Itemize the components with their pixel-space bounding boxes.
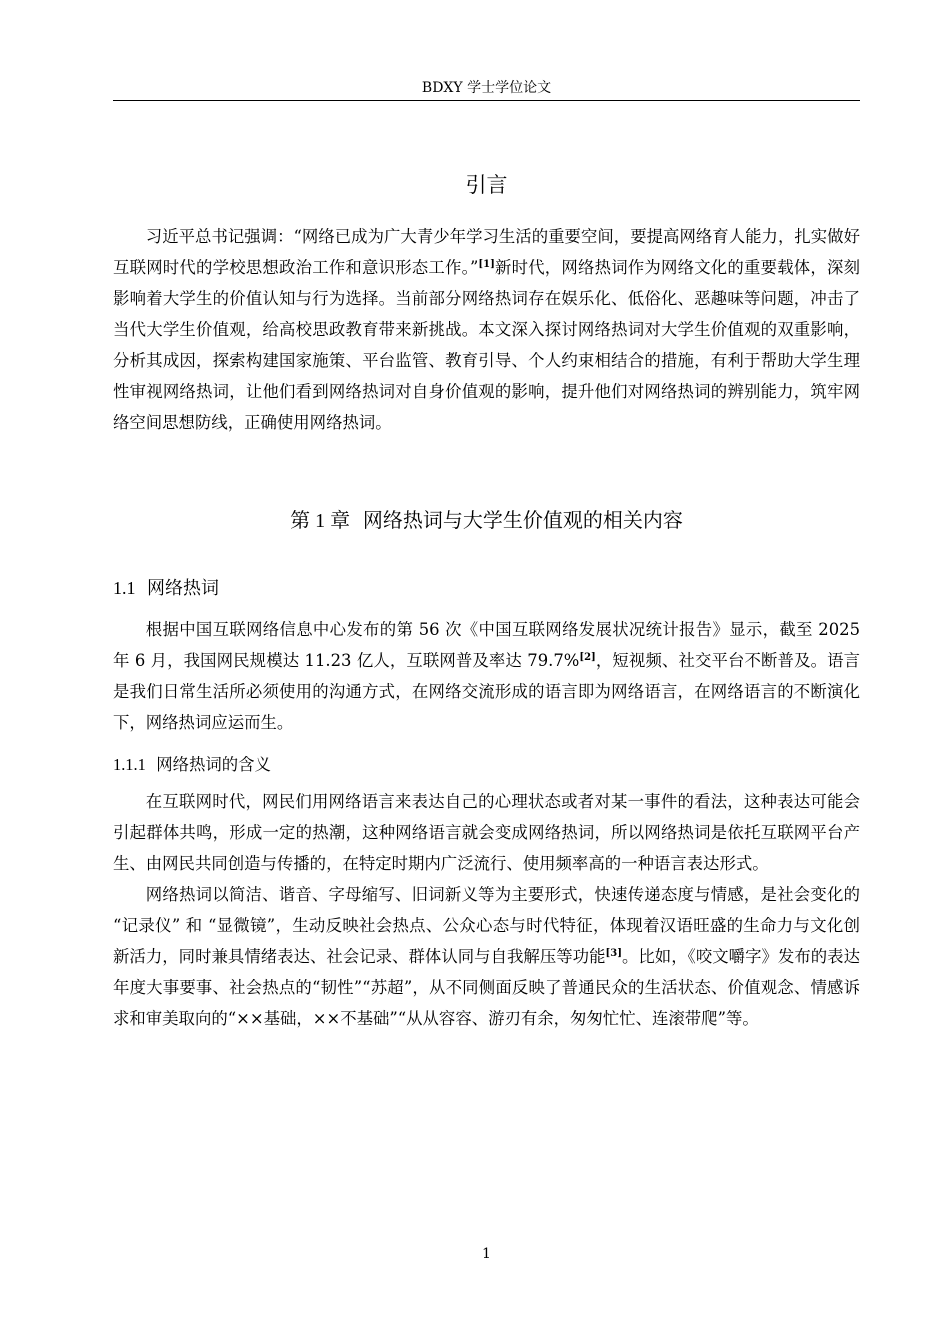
intro-title: 引言 — [465, 173, 508, 197]
section-1-1-1-text-part-1: 网络热词以简洁、谐音、字母缩写、旧词新义等为主要形式，快速传递态度与情感，是社会变化的 “记录仪” 和 “显微镜”，生动反映社会热点、公众心态与时代特征，体现着汉语旺盛的生命力与文化创新活力，同时兼具情绪表达、社会记录、群体认同与自我解压等功能 — [113, 885, 860, 966]
section-1-1-paragraph — [113, 614, 860, 738]
section-1-1-number: 1.1 — [113, 578, 136, 598]
citation-ref-2: [2] — [579, 652, 596, 663]
chapter-1-title — [113, 505, 860, 535]
intro-paragraph — [113, 221, 860, 438]
intro-text-part-2: 新时代，网络热词作为网络文化的重要载体，深刻影响着大学生的价值认知与行为选择。当前部分网络热词存在娱乐化、低俗化、恶趣味等问题，冲击了当代大学生价值观，给高校思政教育带来新挑战。本文深入探讨网络热词对大学生价值观的双重影响，分析其成因，探索构建国家施策、平台监管、教育引导、个人约束相结合的措施，有利于帮助大学生理性审视网络热词，让他们看到网络热词对自身价值观的影响，提升他们对网络热词的辨别能力，筑牢网络空间思想防线，正确使用网络热词。 — [113, 258, 860, 432]
section-1-1-text-part-2: ，短视频、社交平台不断普及。语言是我们日常生活所必须使用的沟通方式，在网络交流形成的语言即为网络语言，在网络语言的不断演化下，网络热词应运而生。 — [113, 651, 860, 732]
chapter-1-heading: 网络热词与大学生价值观的相关内容 — [362, 508, 683, 532]
section-1-1-text-part-1: 根据中国互联网络信息中心发布的第 56 次《中国互联网络发展状况统计报告》显示，截至 2025 年 6 月，我国网民规模达 11.23 亿人，互联网普及率达 79.7% — [113, 620, 860, 670]
section-1-1-1-paragraph-2 — [113, 879, 860, 1034]
section-1-1-1-number: 1.1.1 — [113, 755, 146, 774]
page-number: 1 — [482, 1246, 491, 1262]
section-1-1-title — [113, 573, 860, 604]
section-1-1-1-heading: 网络热词的含义 — [156, 755, 271, 774]
header-rule — [113, 100, 860, 101]
section-1-1-1-text-part-2: 。比如，《咬文嚼字》发布的表达年度大事要事、社会热点的“韧性”“苏超”，从不同侧面反映了普通民众的生活状态、价值观念、情感诉求和审美取向的“××基础，××不基础”“从从容容、游刃有余，匆匆忙忙、连滚带爬”等。 — [113, 947, 860, 1028]
section-1-1-heading: 网络热词 — [146, 578, 219, 599]
citation-ref-1: [1] — [478, 259, 495, 270]
intro-text-part-1: 习近平总书记强调：“网络已成为广大青少年学习生活的重要空间，要提高网络育人能力，扎实做好互联网时代的学校思想政治工作和意识形态工作。” — [113, 227, 860, 277]
running-header: BDXY 学士学位论文 — [421, 80, 552, 96]
chapter-1-label: 第 1 章 — [290, 510, 351, 532]
section-1-1-1-title — [113, 750, 860, 780]
page-body — [113, 160, 860, 1034]
citation-ref-3: [3] — [605, 948, 622, 959]
section-1-1-1-paragraph-1: 在互联网时代，网民们用网络语言来表达自己的心理状态或者对某一事件的看法，这种表达可能会引起群体共鸣，形成一定的热潮，这种网络语言就会变成网络热词，所以网络热词是依托互联网平台产生、由网民共同创造与传播的，在特定时期内广泛流行、使用频率高的一种语言表达形式。 — [113, 792, 860, 873]
